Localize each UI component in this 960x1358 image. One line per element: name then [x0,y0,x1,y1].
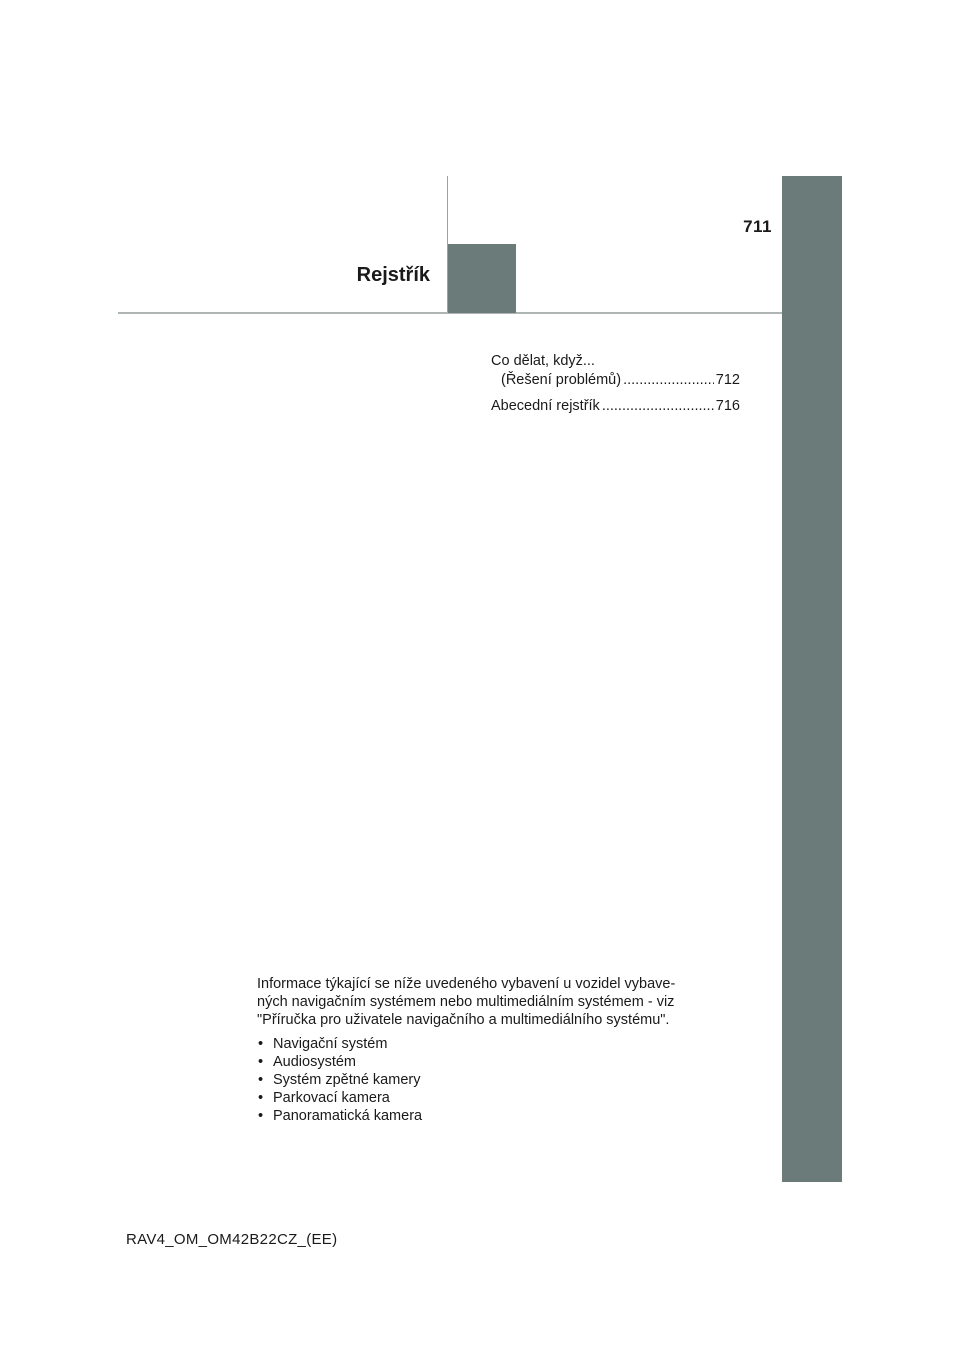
toc-line [491,371,740,390]
info-line: Informace týkající se níže uvedeného vybavení u vozidel vybave- [257,976,676,992]
equipment-list [257,1035,707,1125]
toc-entry-page[interactable]: 712 [715,372,740,388]
table-of-contents [491,352,740,416]
toc-entry-title: Co dělat, když... [491,353,595,369]
list-item: • Panoramatická kamera [257,1107,707,1125]
info-paragraph [257,975,707,1029]
multimedia-info-note [257,975,707,1125]
header-accent-square [448,244,516,313]
list-item: • Audiosystém [257,1053,707,1071]
toc-entry-subtitle: (Řešení problémů) [501,372,622,388]
toc-entry-alphabetical-index[interactable] [491,397,740,416]
toc-leader-dots [602,397,714,416]
toc-entry-title: Abecední rejstřík [491,398,600,414]
list-item: • Systém zpětné kamery [257,1071,707,1089]
info-line: ných navigačním systémem nebo multimediálním systémem - viz [257,994,675,1010]
toc-entry-page[interactable]: 716 [715,398,740,414]
list-item: • Parkovací kamera [257,1089,707,1107]
toc-line [491,397,740,416]
page-number: 711 [743,217,772,236]
info-line: "Příručka pro uživatele navigačního a multimediálního systému". [257,1012,670,1028]
chapter-side-tab [782,176,842,1182]
list-item: • Navigační systém [257,1035,707,1053]
document-code: RAV4_OM_OM42B22CZ_(EE) [126,1231,338,1248]
toc-leader-dots [623,371,714,390]
toc-entry-troubleshooting[interactable] [491,352,740,390]
toc-line [491,352,740,371]
section-title: Rejstřík [356,264,430,286]
